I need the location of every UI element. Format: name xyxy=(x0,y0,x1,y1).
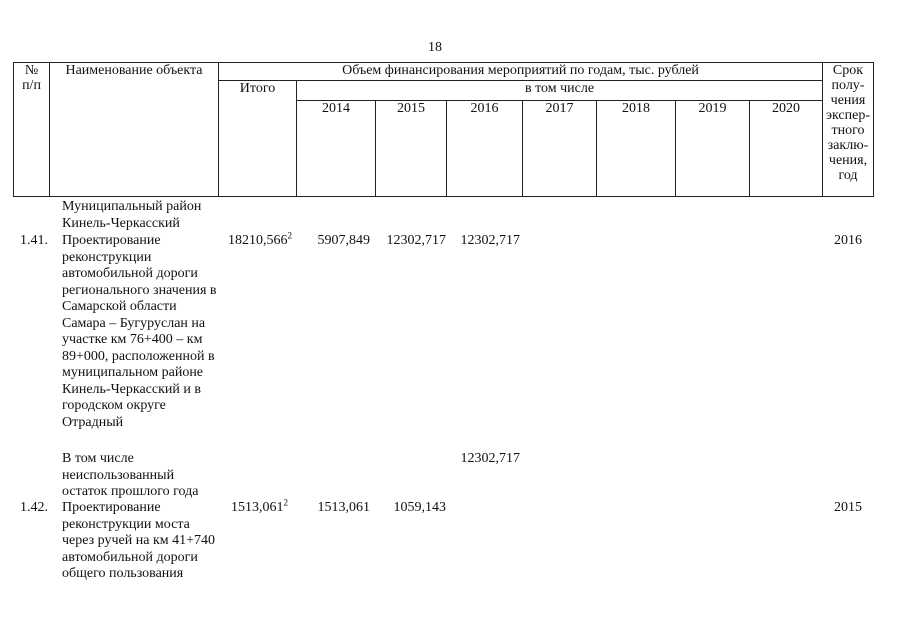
header-funding: Объем финансирования мероприятий по годам, тыс. рублей xyxy=(219,63,823,81)
footnote-mark: 2 xyxy=(283,497,288,508)
header-including: в том числе xyxy=(297,81,823,101)
header-deadline: Срок полу-чения экспер-тного заклю-чения, год xyxy=(823,63,874,197)
row-number: 1.42. xyxy=(20,500,48,515)
header-year: 2017 xyxy=(523,101,597,197)
total-value: 18210,566 xyxy=(228,233,288,248)
page-number: 18 xyxy=(428,40,442,55)
row-2015: 12302,717 xyxy=(386,233,446,248)
table-header xyxy=(13,62,874,197)
header-year: 2018 xyxy=(597,101,676,197)
row-2016: 12302,717 xyxy=(460,451,520,466)
header-year: 2016 xyxy=(447,101,523,197)
header-year: 2020 xyxy=(750,101,823,197)
row-deadline: 2016 xyxy=(834,233,862,248)
row-2014: 5907,849 xyxy=(317,233,370,248)
header-year: 2019 xyxy=(676,101,750,197)
header-year: 2015 xyxy=(376,101,447,197)
row-name: В том числе неиспользованный остаток прошлого года xyxy=(62,451,199,499)
total-value: 1513,061 xyxy=(231,500,284,515)
row-number: 1.41. xyxy=(20,233,48,248)
row-deadline: 2015 xyxy=(834,500,862,515)
row-2015: 1059,143 xyxy=(393,500,446,515)
row-2014: 1513,061 xyxy=(317,500,370,515)
row-name: Проектирование реконструкции моста через ручей на км 41+740 автомобильной дороги общего пользования xyxy=(62,500,215,581)
row-total xyxy=(228,230,292,250)
header-no: № п/п xyxy=(14,63,50,197)
row-total xyxy=(231,497,288,517)
row-2016: 12302,717 xyxy=(460,233,520,248)
header-total: Итого xyxy=(219,81,297,197)
header-year: 2014 xyxy=(297,101,376,197)
section-title: Муниципальный район Кинель-Черкасский xyxy=(62,199,202,231)
header-name: Наименование объекта xyxy=(50,63,219,197)
footnote-mark: 2 xyxy=(287,230,292,241)
row-name: Проектирование реконструкции автомобильной дороги регионального значения в Самарской области Самара – Бугуруслан на участке км 76+400 – км 89+000, расположенной в муниципальном районе Кинель-Черкасский и в городском округе Отрадный xyxy=(62,233,217,430)
